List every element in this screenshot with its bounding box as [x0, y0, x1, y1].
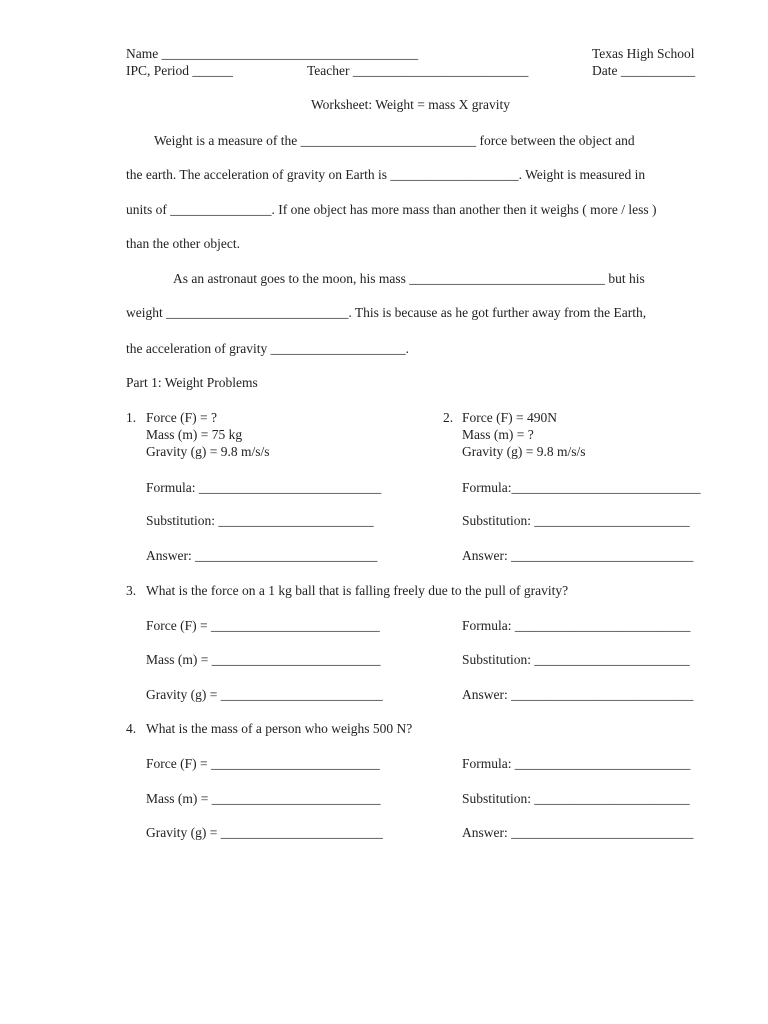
problem1-substitution-line: Substitution: _______________________ [146, 513, 374, 528]
problem4-gravity-line: Gravity (g) = ________________________ [146, 825, 383, 840]
problem3-force-line: Force (F) = _________________________ [146, 618, 380, 633]
problem2-substitution-line: Substitution: _______________________ [462, 513, 690, 528]
problem2-mass: Mass (m) = ? [462, 427, 534, 442]
problem3-number: 3. [126, 583, 137, 598]
worksheet-title: Worksheet: Weight = mass X gravity [311, 97, 511, 112]
problem2-force: Force (F) = 490N [462, 410, 557, 425]
problem4-substitution-line: Substitution: _______________________ [462, 791, 690, 806]
problem4-mass-line: Mass (m) = _________________________ [146, 791, 381, 806]
problem4-answer-line: Answer: ___________________________ [462, 825, 694, 840]
problem3-answer-line: Answer: ___________________________ [462, 687, 694, 702]
problem4-force-line: Force (F) = _________________________ [146, 756, 380, 771]
paragraph2-line2: weight ___________________________. This is because as he got further away from the Earth, [126, 305, 647, 320]
date-line: Date ___________ [592, 63, 696, 78]
problem2-number: 2. [443, 410, 454, 425]
problem3-gravity-line: Gravity (g) = ________________________ [146, 687, 383, 702]
problem4-question: What is the mass of a person who weighs 500 N? [146, 721, 413, 736]
paragraph2-line1: As an astronaut goes to the moon, his mass _____________________________ but his [173, 271, 645, 286]
problem3-substitution-line: Substitution: _______________________ [462, 652, 690, 667]
problem1-answer-line: Answer: ___________________________ [146, 548, 378, 563]
name-line: Name ______________________________________ [126, 46, 419, 61]
school-name: Texas High School [592, 46, 695, 61]
problem3-question: What is the force on a 1 kg ball that is falling freely due to the pull of gravity? [146, 583, 569, 598]
problem2-gravity: Gravity (g) = 9.8 m/s/s [462, 444, 586, 459]
paragraph2-line3: the acceleration of gravity ____________________. [126, 341, 410, 356]
problem2-answer-line: Answer: ___________________________ [462, 548, 694, 563]
problem1-gravity: Gravity (g) = 9.8 m/s/s [146, 444, 270, 459]
problem1-force: Force (F) = ? [146, 410, 217, 425]
problem3-formula-line: Formula: __________________________ [462, 618, 691, 633]
paragraph1-line4: than the other object. [126, 236, 240, 251]
problem4-formula-line: Formula: __________________________ [462, 756, 691, 771]
problem1-mass: Mass (m) = 75 kg [146, 427, 243, 442]
paragraph1-line3: units of _______________. If one object has more mass than another then it weighs ( more / less ) [126, 202, 657, 217]
problem4-number: 4. [126, 721, 137, 736]
teacher-line: Teacher __________________________ [307, 63, 529, 78]
ipc-period-line: IPC, Period ______ [126, 63, 233, 78]
problem3-mass-line: Mass (m) = _________________________ [146, 652, 381, 667]
paragraph1-line1: Weight is a measure of the __________________________ force between the object and [154, 133, 635, 148]
problem2-formula-line: Formula:____________________________ [462, 480, 701, 495]
part1-heading: Part 1: Weight Problems [126, 375, 258, 390]
problem1-number: 1. [126, 410, 137, 425]
paragraph1-line2: the earth. The acceleration of gravity on Earth is ___________________. Weight is measured in [126, 167, 646, 182]
problem1-formula-line: Formula: ___________________________ [146, 480, 382, 495]
